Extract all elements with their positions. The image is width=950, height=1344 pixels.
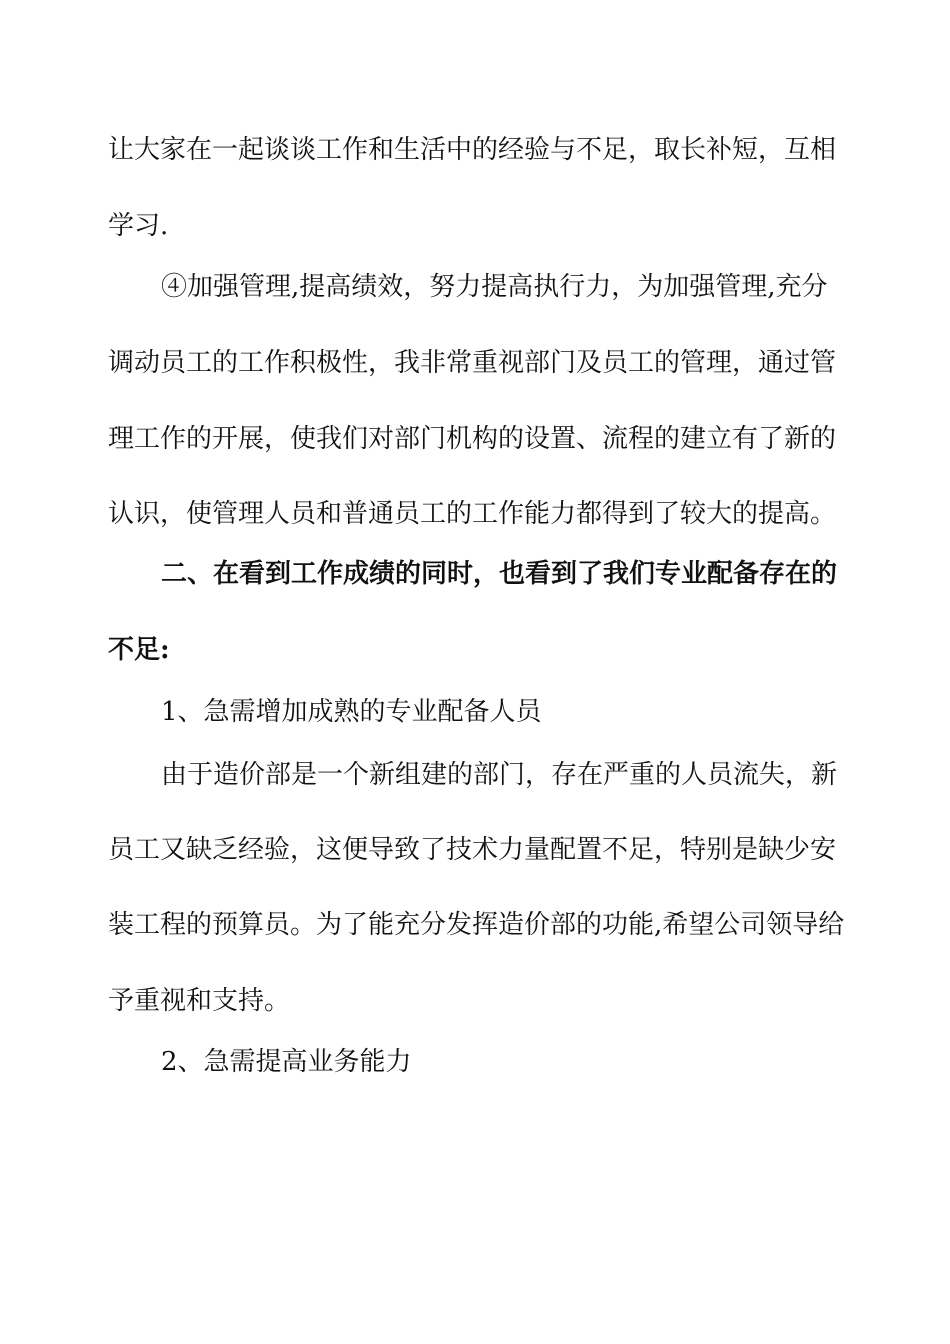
list-item-heading: 2、急需提高业务能力 (161, 1047, 412, 1077)
section-heading-line: 二、在看到工作成绩的同时，也看到了我们专业配备存在的 (161, 559, 838, 589)
paragraph-line: 员工又缺乏经验，这便导致了技术力量配置不足，特别是缺少安 (108, 835, 837, 865)
paragraph-line: 调动员工的工作积极性，我非常重视部门及员工的管理，通过管 (108, 348, 837, 378)
paragraph-line: 由于造价部是一个新组建的部门，存在严重的人员流失，新 (161, 760, 838, 790)
list-item-heading: 1、急需增加成熟的专业配备人员 (161, 697, 542, 727)
paragraph-line: 认识，使管理人员和普通员工的工作能力都得到了较大的提高。 (108, 499, 837, 529)
section-heading-line: 不足: (108, 635, 170, 665)
paragraph-line: 予重视和支持。 (108, 986, 291, 1016)
paragraph-line: 装工程的预算员。为了能充分发挥造价部的功能,希望公司领导给 (108, 910, 845, 940)
paragraph-line: ④加强管理,提高绩效，努力提高执行力，为加强管理,充分 (161, 272, 828, 302)
paragraph-line: 学习. (108, 211, 169, 241)
paragraph-line: 让大家在一起谈谈工作和生活中的经验与不足，取长补短，互相 (108, 135, 837, 165)
paragraph-line: 理工作的开展，使我们对部门机构的设置、流程的建立有了新的 (108, 424, 837, 454)
